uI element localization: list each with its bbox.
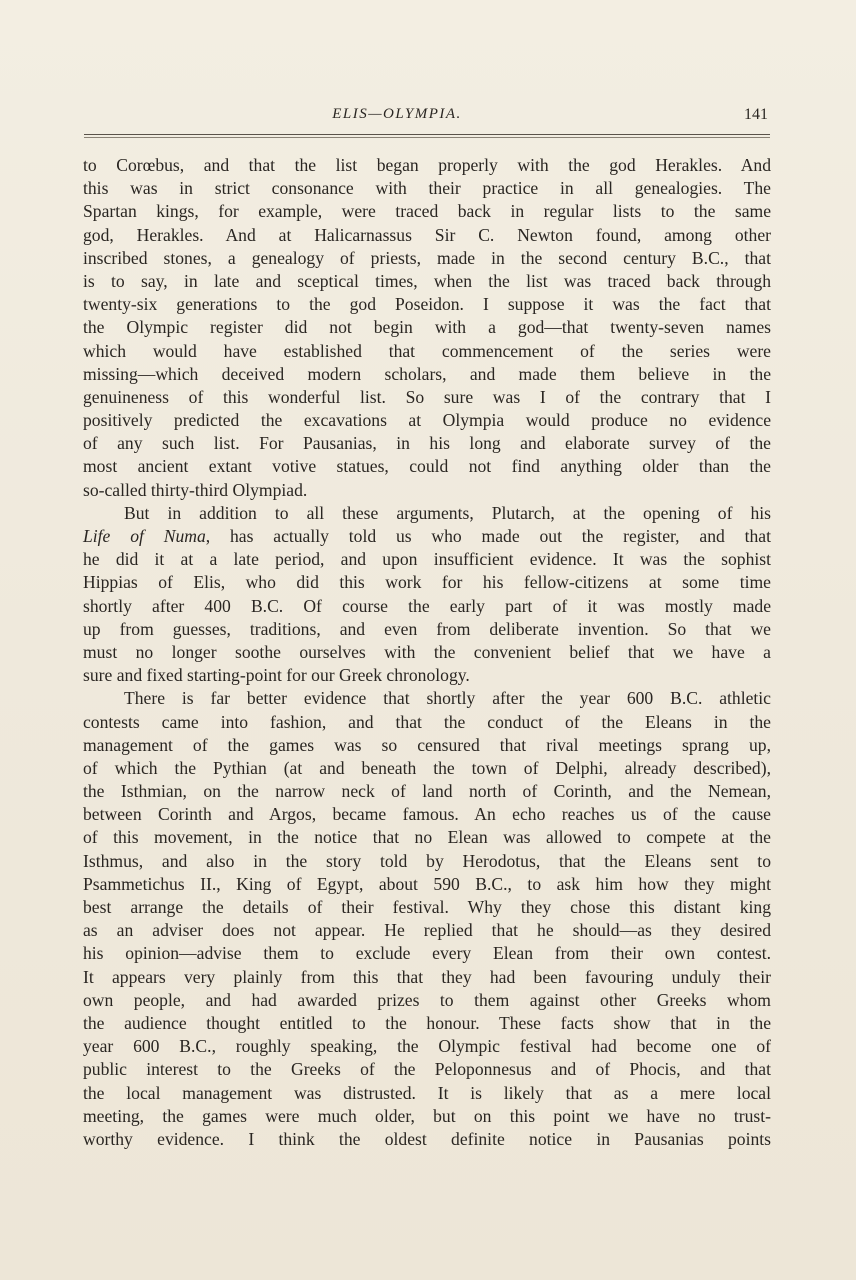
text-line: his opinion—advise them to exclude every Elean from their own contest. <box>83 943 771 964</box>
text-line: up from guesses, traditions, and even from deliberate invention. So that we <box>83 618 771 639</box>
text-line: year 600 B.C., roughly speaking, the Olympic festival had become one of <box>83 1036 771 1057</box>
body-text <box>83 154 771 1151</box>
text-line: shortly after 400 B.C. Of course the early part of it was mostly made <box>83 595 771 616</box>
text-line: contests came into fashion, and that the conduct of the Eleans in the <box>83 711 771 732</box>
text-line: between Corinth and Argos, became famous. An echo reaches us of the cause <box>83 804 771 825</box>
text-line: of any such list. For Pausanias, in his long and elaborate survey of the <box>83 433 771 454</box>
text-line: inscribed stones, a genealogy of priests, made in the second century B.C., that <box>83 247 771 268</box>
text-line: public interest to the Greeks of the Peloponnesus and of Phocis, and that <box>83 1059 771 1080</box>
text-line: There is far better evidence that shortly after the year 600 B.C. athletic <box>124 688 771 709</box>
text-line: this was in strict consonance with their practice in all genealogies. The <box>83 178 771 199</box>
text-line: Isthmus, and also in the story told by Herodotus, that the Eleans sent to <box>83 850 771 871</box>
text-line: genuineness of this wonderful list. So sure was I of the contrary that I <box>83 386 771 407</box>
text-line: to Corœbus, and that the list began properly with the god Herakles. And <box>83 155 771 175</box>
text-line: management of the games was so censured that rival meetings sprang up, <box>83 734 771 755</box>
text-line: sure and fixed starting-point for our Greek chronology. <box>83 665 470 686</box>
text-line: the audience thought entitled to the honour. These facts show that in the <box>83 1012 771 1033</box>
text-line: Spartan kings, for example, were traced back in regular lists to the same <box>83 201 771 222</box>
text-line: of which the Pythian (at and beneath the town of Delphi, already described), <box>83 757 771 778</box>
text-line: the local management was distrusted. It is likely that as a mere local <box>83 1082 771 1103</box>
header-rule-secondary <box>84 137 770 138</box>
text-line: own people, and had awarded prizes to them against other Greeks whom <box>83 989 771 1010</box>
text-line: missing—which deceived modern scholars, and made them believe in the <box>83 363 771 384</box>
text-line: which would have established that commencement of the series were <box>83 340 771 361</box>
text-line: positively predicted the excavations at Olympia would produce no evidence <box>83 410 771 431</box>
text-line: Life of Numa, has actually told us who made out the register, and that <box>83 526 771 546</box>
text-line: as an adviser does not appear. He replied that he should—as they desired <box>83 920 771 941</box>
text-line: of this movement, in the notice that no Elean was allowed to compete at the <box>83 827 771 848</box>
text-line: meeting, the games were much older, but on this point we have no trust- <box>83 1105 771 1126</box>
text-line: It appears very plainly from this that they had been favouring unduly their <box>83 966 771 987</box>
text-line: twenty-six generations to the god Poseidon. I suppose it was the fact that <box>83 294 771 315</box>
text-line: most ancient extant votive statues, could not find anything older than the <box>83 456 771 477</box>
text-line: must no longer soothe ourselves with the convenient belief that we have a <box>83 641 771 662</box>
text-line: is to say, in late and sceptical times, when the list was traced back through <box>83 270 771 291</box>
text-line: best arrange the details of their festival. Why they chose this distant king <box>83 897 771 917</box>
text-line: Hippias of Elis, who did this work for his fellow-citizens at some time <box>83 572 771 593</box>
text-line: god, Herakles. And at Halicarnassus Sir C. Newton found, among other <box>83 224 771 245</box>
header-rule <box>84 134 770 135</box>
page-number: 141 <box>744 106 768 123</box>
text-line: Psammetichus II., King of Egypt, about 590 B.C., to ask him how they might <box>83 873 771 894</box>
text-line: the Olympic register did not begin with a god—that twenty-seven names <box>83 317 771 338</box>
text-line: worthy evidence. I think the oldest definite notice in Pausanias points <box>83 1128 771 1149</box>
running-head <box>84 104 770 128</box>
running-title: ELIS—OLYMPIA. <box>332 106 462 122</box>
text-line: he did it at a late period, and upon insufficient evidence. It was the sophist <box>83 549 771 570</box>
text-line: But in addition to all these arguments, Plutarch, at the opening of his <box>124 502 771 523</box>
text-line: the Isthmian, on the narrow neck of land north of Corinth, and the Nemean, <box>83 781 771 802</box>
text-line: so-called thirty-third Olympiad. <box>83 479 308 500</box>
